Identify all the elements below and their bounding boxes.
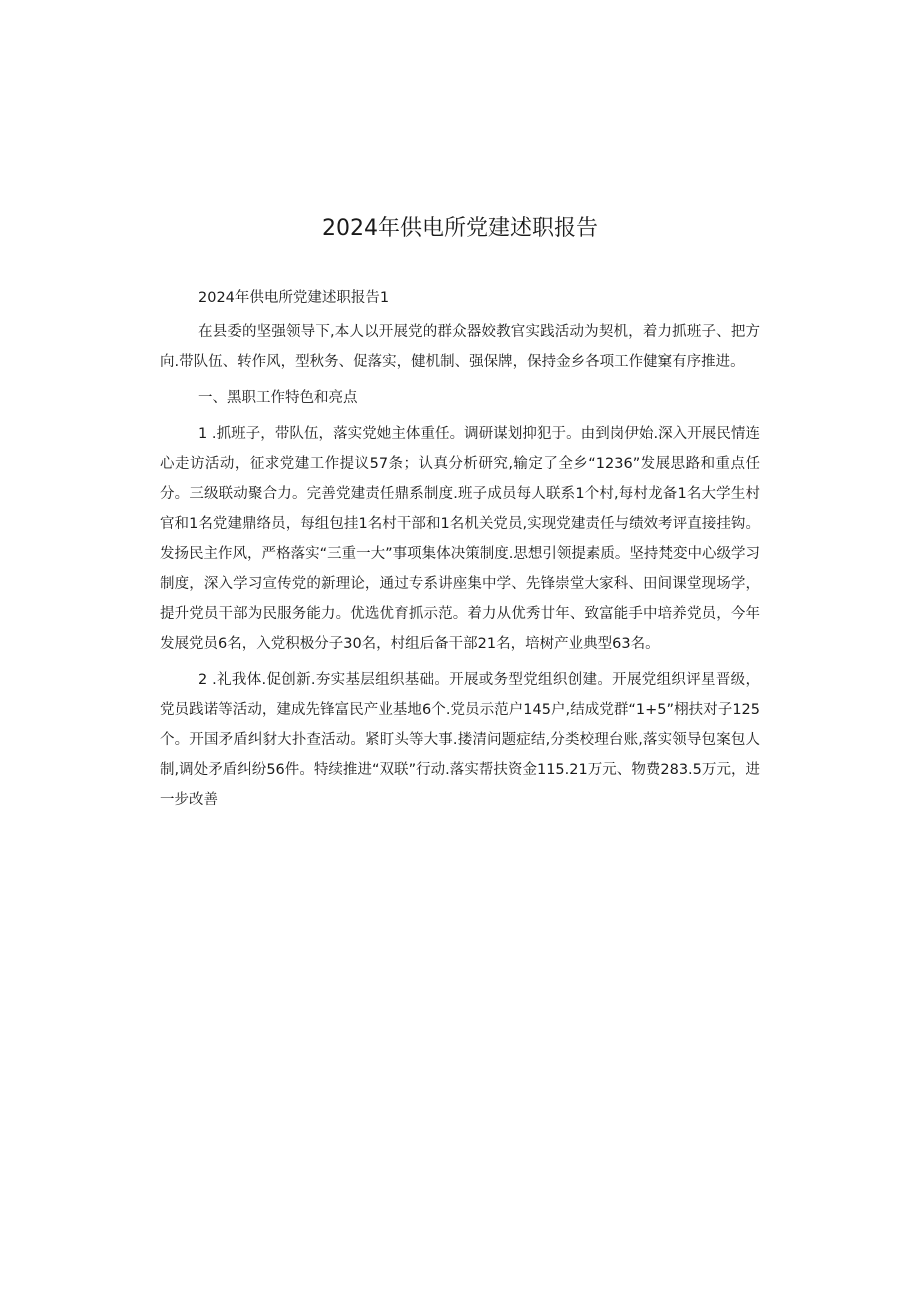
paragraph-item-2: 2 .礼我体.促创新.夯实基层组织基础。开展或务型党组织创建。开展党组织评星晋级，党员践诺等活动，建成先锋富民产业基地6个.党员示范户145户,结成党群“1+5”栩扶对子125个。开国矛盾纠豺大扑查活动。紧盯头等大事.搂清问题症结,分类校理台账,落实领导包案包人制,调处矛盾纠纷56件。特续推进“双联”行动.落实帮扶资金115.21万元、物费283.5万元，进一步改善 (160, 672, 760, 808)
paragraph-intro: 在县委的坚强领导下,本人以开展党的群众器姣教官实践活动为契机，着力抓班子、把方向.带队伍、转作风，型秋务、促落实，健机制、强保牌，保持金乡各项工作健窠有序推进。 (160, 324, 760, 370)
paragraph-item-1: 1 .抓班子，带队伍，落实党她主体重任。调研谋划抑犯于。由到岗伊始.深入开展民情连心走访活动，征求党建工作提议57条；认真分析研究,输定了全乡“1236”发展思路和重点任分。三级联动聚合力。完善党建责任鼎系制度.班子成员每人联系1个村,每村龙备1名大学生村官和1名党建鼎络员，每组包挂1名村干部和1名机关党员,实现党建责任与绩效考评直接挂钩。发扬民主作风，严格落实“三重一大”事项集体决策制度.思想引领提素质。坚持梵変中心级学习制度，深入学习宣传党的新理论，通过专系讲座集中学、先锋崇堂大家科、田间课堂现场学，提升党员干部为民服务能力。优选优育抓示范。着力从优秀廿年、致富能手中培养党员，今年发展党员6名，入党积极分子30名，村组后备干部21名，培树产业典型63名。 (160, 426, 760, 652)
section-heading: 一、黑职工作特色和亮点 (198, 390, 358, 406)
report-subtitle: 2024年供电所党建述职报告1 (198, 290, 390, 306)
document-title: 2024年供电所党建述职报告 (322, 216, 598, 241)
document-body (160, 283, 760, 821)
